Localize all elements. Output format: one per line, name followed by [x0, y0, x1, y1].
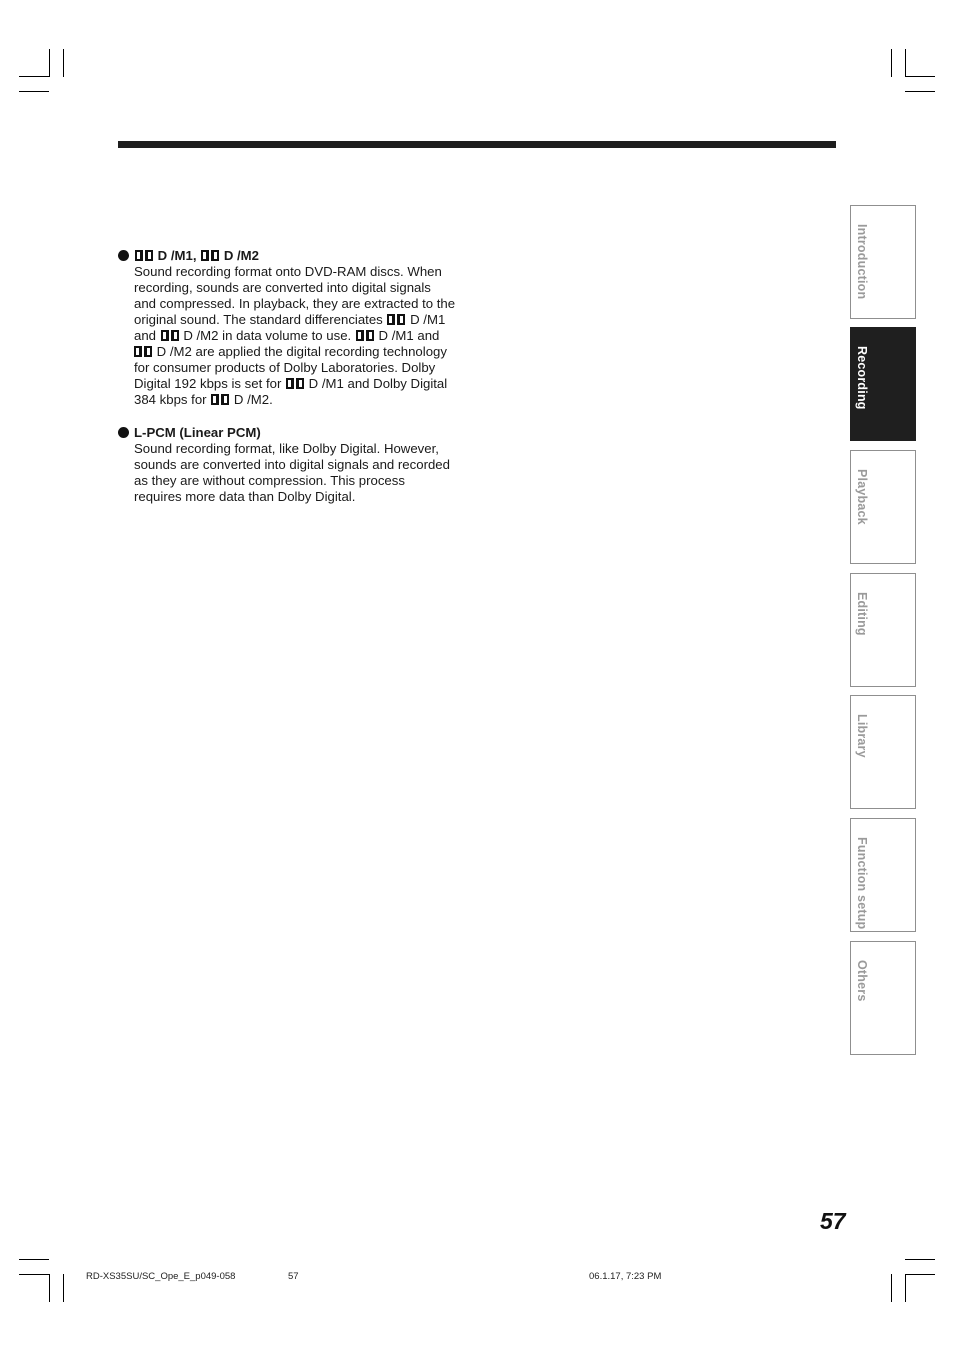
tab-label: Function setup: [855, 837, 869, 930]
tab-label: Library: [855, 714, 869, 758]
dolby-double-d-icon: [134, 346, 152, 357]
body-line: and compressed. In playback, they are extracted to the: [134, 296, 456, 311]
tab-introduction[interactable]: [850, 205, 916, 319]
body-line: for consumer products of Dolby Laboratories. Dolby: [134, 360, 436, 375]
section-body: [118, 264, 468, 408]
bullet-icon: [118, 250, 129, 261]
tab-label: Playback: [855, 469, 869, 525]
body-line: requires more data than Dolby Digital.: [134, 489, 356, 504]
body-line: original sound. The standard differenciates D /M1: [134, 312, 446, 327]
body-line: D /M2 are applied the digital recording technology: [134, 344, 468, 360]
body-line: sounds are converted into digital signals and recorded: [134, 457, 450, 472]
tab-function-setup[interactable]: [850, 818, 916, 932]
body-line: 384 kbps for D /M2.: [134, 392, 273, 407]
tab-others[interactable]: [850, 941, 916, 1055]
body-line: as they are without compression. This process: [134, 473, 405, 488]
dolby-double-d-icon: [201, 250, 219, 261]
dolby-double-d-icon: [387, 314, 405, 325]
section-heading: D /M1, D /M2: [118, 248, 468, 264]
page-number: 57: [820, 1208, 846, 1234]
footer-file: RD-XS35SU/SC_Ope_E_p049-058: [86, 1271, 236, 1282]
body-line: and D /M2 in data volume to use. D /M1 and: [134, 328, 440, 343]
section-lpcm: [118, 425, 468, 505]
main-content: [118, 248, 468, 522]
dolby-double-d-icon: [286, 378, 304, 389]
dolby-double-d-icon: [161, 330, 179, 341]
footer-timestamp: 06.1.17, 7:23 PM: [589, 1271, 662, 1282]
tab-label: Editing: [855, 592, 869, 636]
body-line: recording, sounds are converted into digital signals: [134, 280, 431, 295]
tab-label: Recording: [855, 346, 869, 410]
body-line: Sound recording format onto DVD-RAM discs. When: [134, 264, 442, 279]
tab-library[interactable]: [850, 695, 916, 809]
tab-label: Introduction: [855, 224, 869, 300]
body-line: Sound recording format, like Dolby Digital. However,: [134, 441, 439, 456]
tab-playback[interactable]: [850, 450, 916, 564]
section-dolby-digital: [118, 248, 468, 408]
section-heading: L-PCM (Linear PCM): [118, 425, 468, 441]
dolby-double-d-icon: [356, 330, 374, 341]
dolby-double-d-icon: [135, 250, 153, 261]
body-line: Digital 192 kbps is set for D /M1 and Dolby Digital: [134, 376, 448, 391]
bullet-icon: [118, 427, 129, 438]
top-rule: [118, 141, 836, 148]
section-body: [118, 441, 468, 505]
tab-editing[interactable]: [850, 573, 916, 687]
tab-label: Others: [855, 960, 869, 1002]
tab-recording[interactable]: [850, 327, 916, 441]
footer-page: 57: [288, 1271, 299, 1282]
dolby-double-d-icon: [211, 394, 229, 405]
